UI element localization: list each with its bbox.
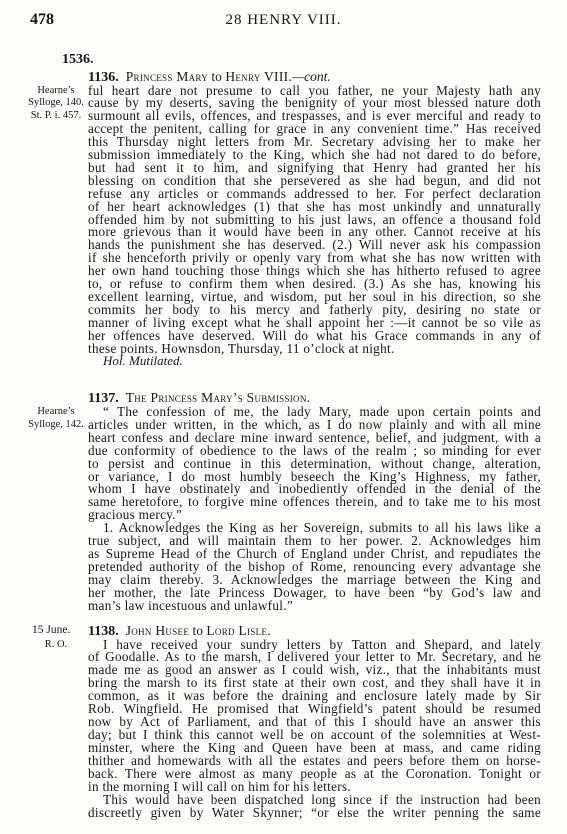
text-line: submission immediately to the King, which she had not dared to do before, — [88, 147, 541, 163]
editorial-note: Hol. Mutilated. — [103, 353, 183, 369]
text-line: refuse any articles or commands addressed to her. For perfect declaration — [88, 185, 541, 201]
entry-title-part: Henry VIII. — [225, 69, 293, 84]
text-line: thither and homewards with all the estates and peers before them on horse- — [88, 753, 541, 769]
text-line: bring the marsh to its first state at their own cost, and they shall have it in — [88, 675, 541, 691]
text-line: 1. Acknowledges the King as her Sovereign, submits to all his laws like a — [103, 520, 541, 536]
text-line: hands the punishment she has deserved. (2.) Will never ask his compassion — [88, 237, 541, 253]
entry-title-part: Princess Mary — [125, 69, 209, 84]
text-line: to persist and continue in this determination, without change, alteration, — [88, 455, 541, 471]
text-line: day; but I think this cannot well be on account of the solemnities at West- — [88, 727, 541, 743]
paragraph — [88, 791, 541, 820]
text-line: ful heart dare not presume to call you father, ne your Majesty hath any — [88, 82, 541, 98]
entry-title-part: Lord Lisle. — [206, 623, 271, 638]
text-line: now by Act of Parliament, and that of this I should have an answer this — [88, 714, 541, 730]
margin-source-line: Hearne’s — [37, 406, 75, 417]
entry-number: 1137. — [88, 391, 119, 406]
text-line: of Goodalle. As to the marsh, I delivered your letter to Mr. Secretary, and he — [88, 649, 541, 665]
text-line: commits her body to his mercy and fatherly pity, desiring no state or — [88, 301, 541, 317]
text-line: surmount all evils, offences, and trespasses, and is ever merciful and ready to — [88, 108, 541, 124]
text-line: made me as good an answer as I could wish, viz., that the inhabitants must — [88, 662, 541, 678]
text-line: these points. Hownsdon, Thursday, 11 o’clock at night. — [88, 340, 395, 356]
margin-source-line: R. O. — [44, 638, 68, 650]
text-line: This would have been dispatched long since if the instruction had been — [103, 791, 541, 807]
margin-source — [24, 85, 88, 124]
text-line: her own hand touching those things which she has hitherto refused to agree — [88, 263, 541, 279]
margin-source-line: Hearne’s — [37, 84, 75, 96]
text-line: her mother, the late Princess Dowager, to have been “by God’s law and — [88, 584, 541, 600]
entry-title-part: to — [189, 623, 207, 638]
text-line: but had sent it to him, and signifying that Henry had granted her his — [88, 159, 541, 175]
text-line: or variance, I do most humbly beseech the King’s Highness, my father, — [88, 468, 541, 484]
paragraph — [88, 82, 541, 356]
entry-number: 1138. — [88, 624, 119, 639]
text-line: true subject, and will maintain them to her power. 2. Acknowledges him — [88, 533, 541, 548]
text-line: as Supreme Head of the Church of England under Christ, and repudiates the — [88, 545, 541, 561]
text-line: offended him by not submitting to his just laws, an offence a thousand fold — [88, 211, 541, 227]
margin-source — [24, 406, 88, 432]
text-line: excellent learning, virtue, and wisdom, put her soul in his direction, so she — [88, 289, 541, 304]
text-line: her offences have deserved. Will do what his Grace commands in any of — [88, 327, 541, 343]
text-line: Rob. Wingfield. He promised that Wingfield’s patent should be resumed — [88, 701, 541, 717]
entry-number: 1136. — [88, 70, 119, 85]
margin-source-line: St. P. i. 457. — [30, 110, 82, 122]
text-line: articles under written, in the which, as I do now plainly and with all mine — [88, 416, 541, 432]
text-line: minster, where the King and Queen have been at mass, and came riding — [88, 740, 541, 756]
text-line: due conformity of obedience to the laws of the realm ; so minding for ever — [88, 442, 541, 458]
text-line: of her heart acknowledges (1) that she has most unkindly and unnaturally — [88, 198, 541, 214]
text-line: discreetly given by Water Skynner; “or else the writer penning the same — [88, 804, 541, 820]
text-line: in the morning I will call on him for his letters. — [88, 778, 351, 794]
entry-title-part: The Princess Mary’s Submission. — [125, 390, 311, 405]
text-line: cause by my deserts, saving the benignity of your most blessed nature doth — [88, 95, 541, 111]
paragraph — [88, 636, 541, 794]
text-line: if she henceforth privily or openly vary from what she has now written with — [88, 250, 541, 266]
text-line: to, or refuse to confirm them when desired. (3.) As she has, knowing his — [88, 276, 541, 292]
text-line: I have received your sundry letters by Tatton and Shepard, and lately — [103, 636, 541, 652]
margin-date: 15 June. — [32, 624, 71, 636]
entry-heading — [88, 623, 541, 638]
text-line: manner of living except what he shall appoint her :—it cannot be so vile as — [88, 314, 541, 330]
text-line: common, as it was before the draining and enclosure lately made by Sir — [88, 688, 541, 704]
text-line: more grievous than it would have been in any other. Cannot receive at his — [88, 224, 541, 240]
entry-title-part: to — [208, 69, 226, 84]
entry-heading — [88, 390, 541, 405]
margin-source — [24, 639, 88, 652]
entry-heading — [88, 69, 541, 84]
entry-title-part: —cont. — [292, 69, 331, 84]
text-line: gracious mercy.” — [88, 507, 183, 523]
text-line: man’s law incestuous and unlawful.” — [88, 597, 293, 613]
paragraph — [88, 406, 541, 522]
entry-title-part: John Husee — [125, 623, 190, 638]
text-line: back. There were almost as many people as at the Coronation. Tonight or — [88, 766, 541, 782]
text-line: accept the penitent, calling for grace in any convenient time.” Has received — [88, 121, 541, 137]
text-line: may claim thereby. 3. Acknowledges the marriage between the King and — [88, 571, 541, 587]
margin-source-line: Sylloge, 140. — [28, 97, 84, 109]
paragraph — [88, 522, 541, 612]
text-line: this Thursday night letters from Mr. Secretary advising her to make her — [88, 134, 541, 150]
margin-source-line: Sylloge, 142. — [28, 418, 84, 430]
text-line: blessing on condition that she persevered as she had begun, and did not — [88, 172, 541, 188]
text-line: pretended authority of the bishop of Rome, renouncing every advantage she — [88, 558, 541, 574]
page-number: 478 — [30, 11, 54, 28]
text-line: heart confess and declare mine inward sentence, belief, and judgment, with a — [88, 429, 541, 445]
running-head: 28 HENRY VIII. — [225, 12, 342, 28]
text-line: “ The confession of me, the lady Mary, made upon certain points and — [103, 404, 541, 419]
margin-year: 1536. — [62, 52, 94, 67]
text-line: same heretofore, to forgive mine offences therein, and to take me to his most — [88, 494, 541, 510]
text-line: whom I have obstinately and inobediently offended in the denial of the — [88, 481, 541, 497]
